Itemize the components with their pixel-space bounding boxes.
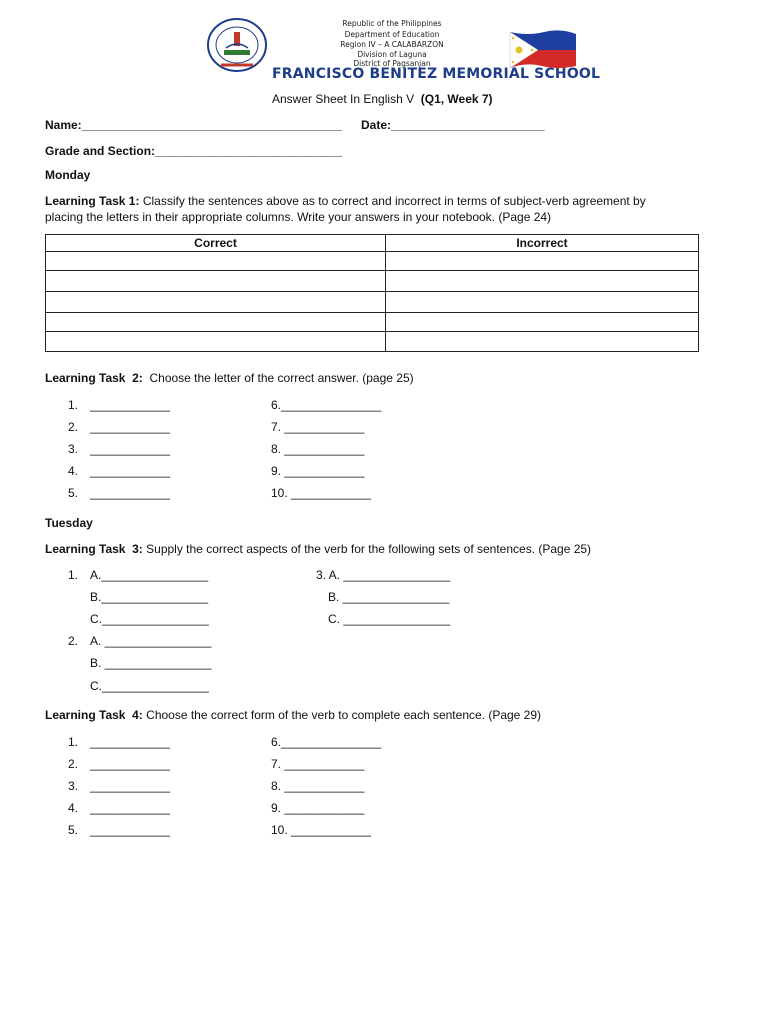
task2-item-2: 2. — [68, 420, 79, 434]
task4-blank-4[interactable]: ____________ — [90, 801, 171, 815]
answer-cell[interactable] — [46, 332, 386, 352]
task2-blank-5[interactable]: ____________ — [90, 486, 171, 500]
task4-blank-1[interactable]: ____________ — [90, 735, 171, 749]
answer-cell[interactable] — [46, 252, 386, 271]
task4-item-6[interactable]: 6._______________ — [271, 735, 382, 749]
task1-instruction-line1 — [45, 194, 646, 208]
task3-set3-b[interactable]: B. ________________ — [328, 590, 450, 604]
task4-instruction — [45, 708, 541, 722]
title-prefix: Answer Sheet In English V — [272, 92, 421, 106]
task2-blank-4[interactable]: ____________ — [90, 464, 171, 478]
task4-item-4: 4. — [68, 801, 79, 815]
task2-item-10[interactable]: 10. ____________ — [271, 486, 372, 500]
task2-item-9[interactable]: 9. ____________ — [271, 464, 365, 478]
task3-set2-number: 2. — [68, 634, 79, 648]
table-row — [46, 332, 699, 352]
answer-cell[interactable] — [386, 313, 699, 332]
header-line-1: Republic of the Philippines — [342, 19, 442, 28]
school-name: FRANCISCO BENITEZ MEMORIAL SCHOOL — [272, 66, 601, 82]
task2-item-1: 1. — [68, 398, 79, 412]
tuesday-heading: Tuesday — [45, 516, 93, 530]
task4-item-7[interactable]: 7. ____________ — [271, 757, 365, 771]
philippine-flag-icon — [508, 30, 578, 70]
task2-item-6[interactable]: 6._______________ — [271, 398, 382, 412]
answer-cell[interactable] — [386, 252, 699, 271]
task4-blank-2[interactable]: ____________ — [90, 757, 171, 771]
task1-label: Learning Task 1: — [45, 194, 140, 208]
task3-set2-a[interactable]: A. ________________ — [90, 634, 212, 648]
task3-set1-number: 1. — [68, 568, 79, 582]
task1-text-1: Classify the sentences above as to correct and incorrect in terms of subject-verb agreement by — [139, 194, 646, 208]
task1-instruction-line2: placing the letters in their appropriate columns. Write your answers in your notebook. (Page 24) — [45, 210, 552, 224]
task3-label: Learning Task 3: — [45, 542, 143, 556]
task4-item-1: 1. — [68, 735, 79, 749]
header-line-2: Department of Education — [344, 30, 440, 39]
task1-answer-table — [45, 234, 699, 352]
answer-cell[interactable] — [386, 332, 699, 352]
task2-item-7[interactable]: 7. ____________ — [271, 420, 365, 434]
col-incorrect: Incorrect — [386, 235, 699, 252]
grade-section-field[interactable]: Grade and Section:____________________________ — [45, 144, 342, 158]
task2-item-5: 5. — [68, 486, 79, 500]
page-title — [272, 92, 493, 106]
task2-item-4: 4. — [68, 464, 79, 478]
table-header-row — [46, 235, 699, 252]
table-row — [46, 271, 699, 292]
task3-set1-b[interactable]: B.________________ — [90, 590, 209, 604]
task4-label: Learning Task 4: — [45, 708, 143, 722]
task4-item-9[interactable]: 9. ____________ — [271, 801, 365, 815]
school-seal-logo — [206, 18, 268, 74]
task2-item-3: 3. — [68, 442, 79, 456]
task4-item-5: 5. — [68, 823, 79, 837]
task4-blank-3[interactable]: ____________ — [90, 779, 171, 793]
task4-blank-5[interactable]: ____________ — [90, 823, 171, 837]
header-line-4: Division of Laguna — [357, 50, 427, 59]
task3-text: Supply the correct aspects of the verb for the following sets of sentences. (Page 25) — [142, 542, 592, 556]
task4-text: Choose the correct form of the verb to complete each sentence. (Page 29) — [142, 708, 542, 722]
table-row — [46, 292, 699, 313]
task3-set1-a[interactable]: A.________________ — [90, 568, 209, 582]
header-line-5: District of Pagsanjan — [353, 59, 431, 68]
task4-item-3: 3. — [68, 779, 79, 793]
task2-label: Learning Task 2: — [45, 371, 143, 385]
task2-blank-1[interactable]: ____________ — [90, 398, 171, 412]
date-field[interactable]: Date:_______________________ — [361, 118, 545, 132]
table-row — [46, 252, 699, 271]
answer-cell[interactable] — [46, 271, 386, 292]
task3-set2-c[interactable]: C.________________ — [90, 679, 209, 693]
header-line-3: Region IV – A CALABARZON — [340, 40, 444, 49]
task3-instruction — [45, 542, 591, 556]
monday-heading: Monday — [45, 168, 91, 182]
task3-set3-c[interactable]: C. ________________ — [328, 612, 451, 626]
title-week: (Q1, Week 7) — [420, 92, 493, 106]
task4-item-8[interactable]: 8. ____________ — [271, 779, 365, 793]
task2-item-8[interactable]: 8. ____________ — [271, 442, 365, 456]
answer-cell[interactable] — [46, 292, 386, 313]
task4-item-2: 2. — [68, 757, 79, 771]
task3-set3-a[interactable]: 3. A. ________________ — [316, 568, 451, 582]
task4-item-10[interactable]: 10. ____________ — [271, 823, 372, 837]
answer-cell[interactable] — [386, 292, 699, 313]
col-correct: Correct — [46, 235, 386, 252]
answer-cell[interactable] — [386, 271, 699, 292]
answer-cell[interactable] — [46, 313, 386, 332]
task2-text: Choose the letter of the correct answer. (page 25) — [142, 371, 414, 385]
name-field[interactable]: Name:_______________________________________ — [45, 118, 342, 132]
task3-set2-b[interactable]: B. ________________ — [90, 656, 212, 670]
task2-blank-2[interactable]: ____________ — [90, 420, 171, 434]
task2-instruction — [45, 371, 414, 385]
task3-set1-c[interactable]: C.________________ — [90, 612, 209, 626]
task2-blank-3[interactable]: ____________ — [90, 442, 171, 456]
table-row — [46, 313, 699, 332]
